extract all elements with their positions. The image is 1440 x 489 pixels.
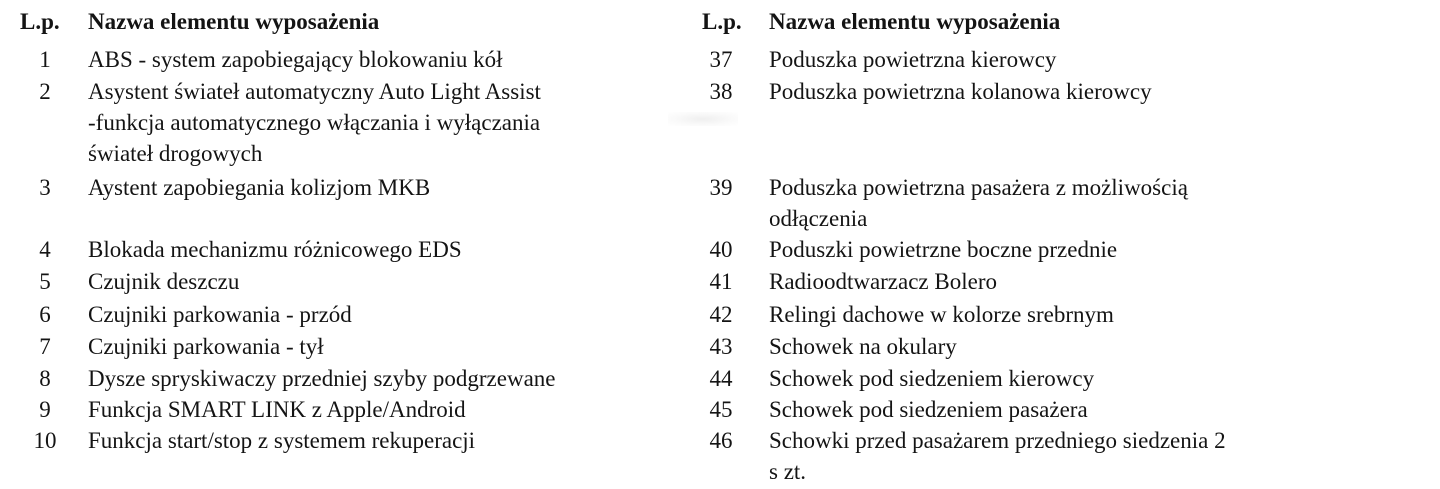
row-number: 10 [33,428,57,453]
row-number: 38 [709,79,733,104]
right-header-lp: L.p. [702,9,742,34]
row-number: 37 [709,47,733,72]
row-text: ABS - system zapobiegający blokowaniu kół [88,47,503,72]
row-text: Schowki przed pasażarem przedniego siedzenia 2 s zt. [769,428,1226,484]
row-number: 43 [709,334,733,359]
row-text: Poduszka powietrzna pasażera z możliwością odłączenia [769,175,1188,231]
row-number: 45 [709,397,733,422]
row-text: Aystent zapobiegania kolizjom MKB [88,175,431,200]
scan-smudge [668,112,738,126]
row-number: 5 [39,269,51,294]
row-text: Funkcja start/stop z systemem rekuperacji [88,428,476,453]
row-number: 2 [39,79,51,104]
row-number: 6 [39,302,51,327]
row-text: Czujniki parkowania - tył [88,334,324,359]
row-number: 8 [39,366,51,391]
row-number: 39 [709,175,733,200]
row-text: Relingi dachowe w kolorze srebrnym [769,302,1114,327]
row-number: 40 [709,237,733,262]
row-text: Schowek na okulary [769,334,957,359]
row-number: 42 [709,302,733,327]
row-text: Poduszki powietrzne boczne przednie [769,237,1118,262]
row-number: 9 [39,397,51,422]
row-text: Czujniki parkowania - przód [88,302,352,327]
left-header-name: Nazwa elementu wyposażenia [88,9,380,34]
row-number: 41 [709,269,733,294]
row-number: 7 [39,334,51,359]
row-text: Poduszka powietrzna kolanowa kierowcy [769,79,1152,104]
right-header-name: Nazwa elementu wyposażenia [769,9,1061,34]
row-text: Asystent świateł automatyczny Auto Light Assist -funkcja automatycznego włączania i wyłączania świateł drogowych [88,79,541,166]
row-text: Dysze spryskiwaczy przedniej szyby podgrzewane [88,366,556,391]
row-text: Funkcja SMART LINK z Apple/Android [88,397,466,422]
row-number: 1 [39,47,51,72]
row-number: 44 [709,366,733,391]
row-text: Schowek pod siedzeniem pasażera [769,397,1088,422]
row-text: Radioodtwarzacz Bolero [769,269,997,294]
row-text: Schowek pod siedzeniem kierowcy [769,366,1095,391]
row-text: Czujnik deszczu [88,269,240,294]
left-header-lp: L.p. [20,9,60,34]
row-number: 4 [39,237,51,262]
row-text: Blokada mechanizmu różnicowego EDS [88,237,462,262]
row-number: 46 [709,428,733,453]
row-text: Poduszka powietrzna kierowcy [769,47,1057,72]
row-number: 3 [39,175,51,200]
